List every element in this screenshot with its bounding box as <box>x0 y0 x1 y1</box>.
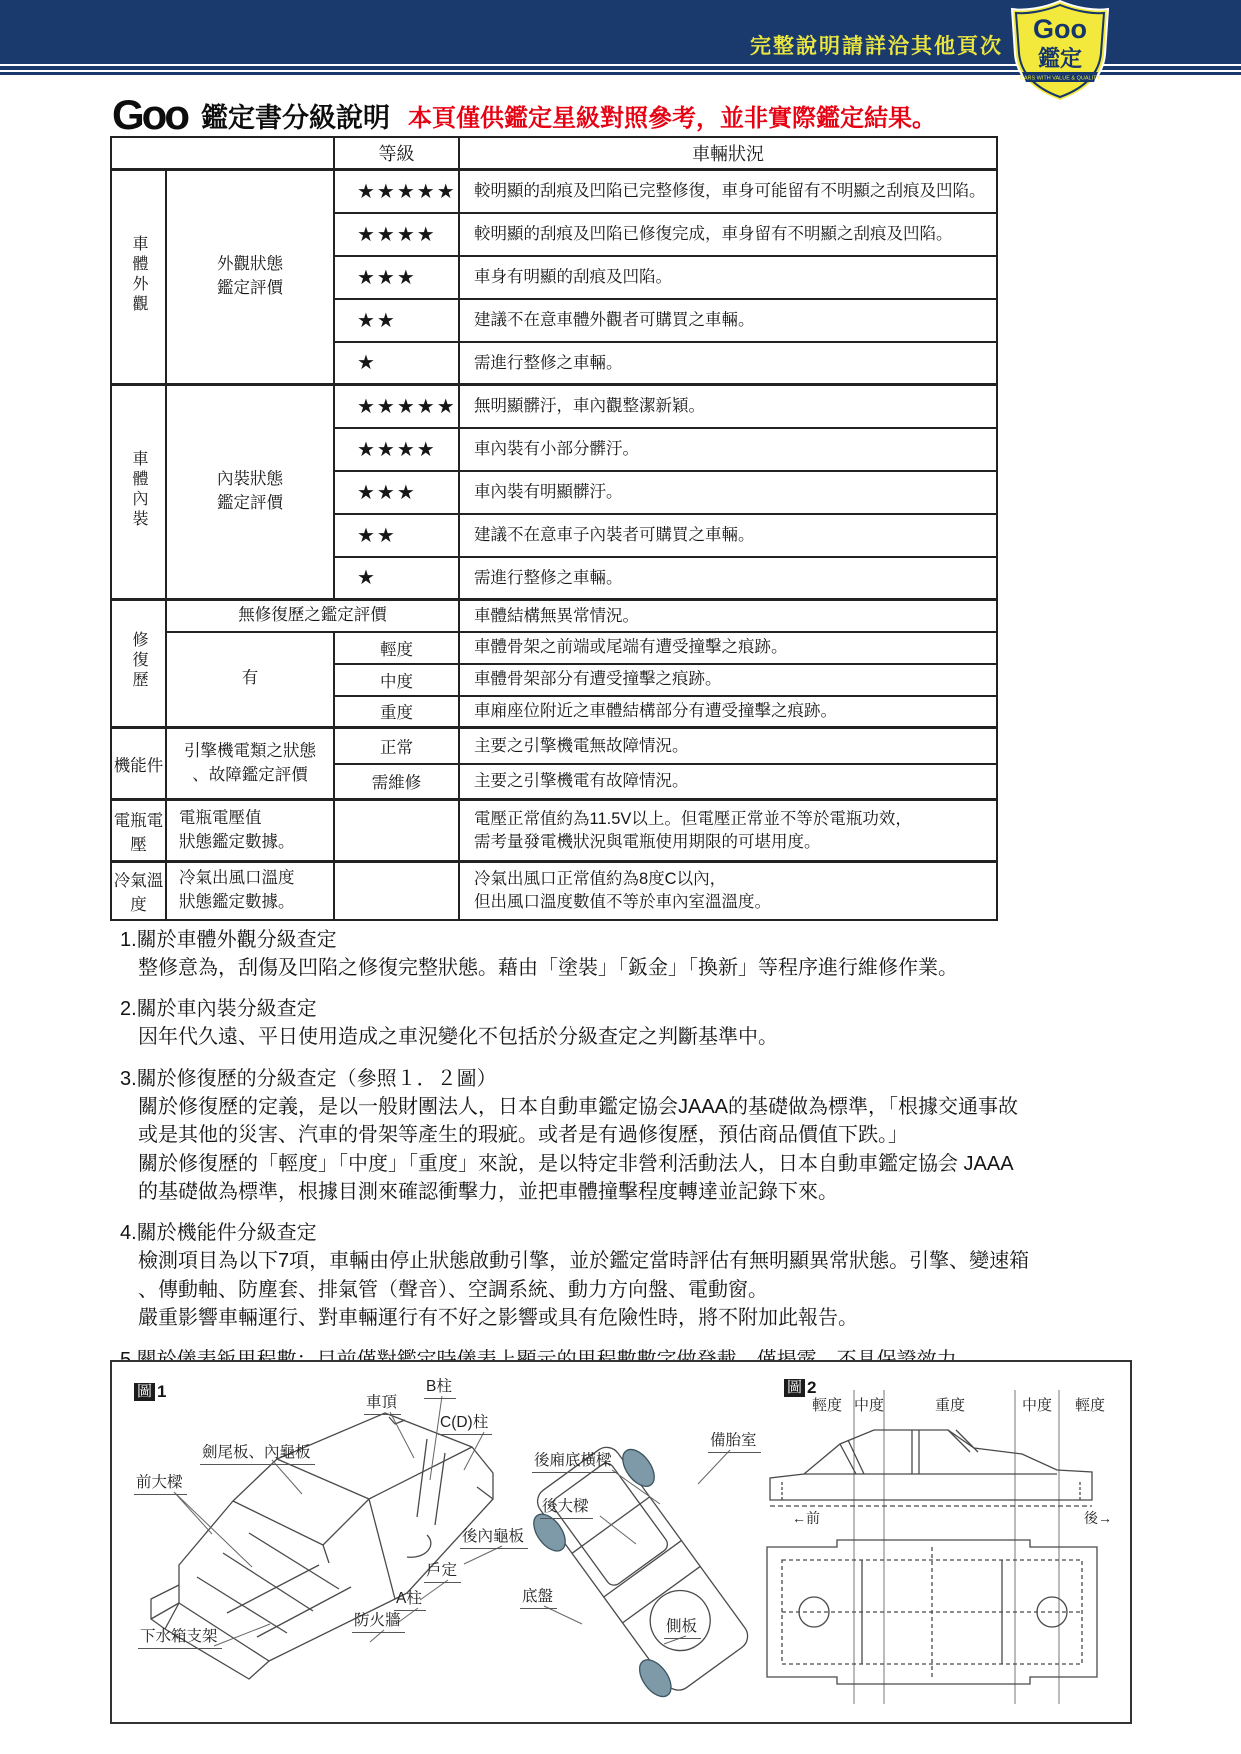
grade-desc: 電壓正常值約為11.5V以上。但電壓正常並不等於電瓶功效， 需考量發電機狀況與電瓶使用期限的可堪用度。 <box>459 800 997 862</box>
part-label-rear-beam: 後大樑 <box>540 1494 593 1519</box>
warning-text: 本頁僅供鑑定星級對照參考，並非實際鑑定結果。 <box>407 104 936 132</box>
mechanical-sublabel: 引擎機電類之狀態 、故障鑑定評價 <box>166 728 334 800</box>
grade-desc: 車廂座位附近之車體結構部分有遭受撞擊之痕跡。 <box>459 696 997 728</box>
grade-desc: 車體骨架部分有遭受撞擊之痕跡。 <box>459 664 997 696</box>
exterior-sublabel: 外觀狀態 鑑定評價 <box>166 170 334 385</box>
note-title: 2.關於車內裝分級查定 <box>120 998 317 1021</box>
note-body: 檢測項目為以下7項，車輛由停止狀態啟動引擎，並於鑑定當時評估有無明顯異常狀態。引擎、變速箱 、傳動軸、防塵套、排氣管（聲音）、空調系統、動力方向盤、電動窗。 嚴重影響車輛運行、對車輛運行有不好之影響或具有危險性時，將不附加此報告。 <box>138 1250 1030 1330</box>
part-label-chassis: 底盤 <box>520 1584 557 1609</box>
grade-desc: 需進行整修之車輛。 <box>459 557 997 600</box>
figure-box <box>110 1360 1132 1724</box>
part-label-front-beam: 前大樑 <box>134 1470 187 1495</box>
goo-logo-text: Goo <box>112 91 187 138</box>
ac-grade-empty <box>334 862 459 920</box>
table-header-row <box>111 137 997 170</box>
figure-tag-number: 2 <box>807 1378 817 1397</box>
page-header <box>112 91 936 138</box>
interior-sublabel: 內裝狀態 鑑定評價 <box>166 385 334 600</box>
page-title: 鑑定書分級說明 <box>200 102 390 133</box>
note-1 <box>120 926 1130 982</box>
grade-stars: ★ <box>334 557 459 600</box>
grade-stars: ★ <box>334 342 459 385</box>
grade-table <box>110 136 998 921</box>
table-row <box>111 600 997 632</box>
part-label-spare-tire-well: 備胎室 <box>708 1428 761 1453</box>
note-body: 關於修復歷的定義，是以一般財團法人，日本自動車鑑定協会JAAA的基礎做為標準，「根據交通事故 或是其他的災害、汽車的骨架等產生的瑕疵。或者是有過修復歷，預估商品價值下跌。」 關於修復歷的「輕度」「中度」「重度」來說，是以特定非營利活動法人，日本自動車鑑定協会 JAAA 的基礎做為標準，根據目測來確認衝擊力，並把車體撞擊程度轉達並記錄下來。 <box>138 1095 1019 1203</box>
grade-level: 正常 <box>334 728 459 764</box>
category-repair-history: 修復歷 <box>111 600 166 728</box>
header-empty-cell <box>111 137 334 170</box>
grade-desc: 車體骨架之前端或尾端有遭受撞擊之痕跡。 <box>459 632 997 664</box>
banner-note: 完整說明請詳洽其他頁次 <box>750 35 1003 58</box>
zone-label-severe: 重度 <box>934 1397 966 1414</box>
grade-level: 中度 <box>334 664 459 696</box>
grade-level: 輕度 <box>334 632 459 664</box>
grade-desc: 較明顯的刮痕及凹陷已修復完成，車身留有不明顯之刮痕及凹陷。 <box>459 213 997 256</box>
grade-stars: ★★ <box>334 514 459 557</box>
repair-none-label: 無修復歷之鑑定評價 <box>166 600 459 632</box>
table-row <box>111 728 997 764</box>
table-row <box>111 632 997 664</box>
grade-stars: ★★★★ <box>334 213 459 256</box>
category-ac: 冷氣溫度 <box>111 862 166 920</box>
goo-kantei-badge-logo <box>1008 0 1112 102</box>
battery-sublabel: 電瓶電壓值 狀態鑑定數據。 <box>166 800 334 862</box>
part-label-sill: 戶定 <box>424 1558 461 1583</box>
category-battery: 電瓶電壓 <box>111 800 166 862</box>
part-label-roof: 車頂 <box>364 1390 401 1415</box>
grade-stars: ★★★★★ <box>334 170 459 213</box>
rear-direction-arrow: 後→ <box>1084 1510 1112 1526</box>
grade-desc: 建議不在意車體外觀者可購買之車輛。 <box>459 299 997 342</box>
svg-text:CARS WITH VALUE & QUALITY: CARS WITH VALUE & QUALITY <box>1019 75 1101 82</box>
figure-tag-square: 圖 <box>784 1379 805 1398</box>
grade-desc: 冷氣出風口正常值約為8度C以內， 但出風口溫度數值不等於車內室溫溫度。 <box>459 862 997 920</box>
ac-sublabel: 冷氣出風口溫度 狀態鑑定數據。 <box>166 862 334 920</box>
category-mechanical: 機能件 <box>111 728 166 800</box>
zone-label-medium-rear: 中度 <box>1021 1397 1053 1414</box>
grade-desc: 主要之引擎機電無故障情況。 <box>459 728 997 764</box>
header-condition: 車輛狀況 <box>459 137 997 170</box>
grade-desc: 車身有明顯的刮痕及凹陷。 <box>459 256 997 299</box>
category-exterior: 車體外觀 <box>111 170 166 385</box>
zone-label-medium-front: 中度 <box>853 1397 885 1414</box>
header-grade: 等級 <box>334 137 459 170</box>
part-label-radiator-support: 下水箱支架 <box>138 1624 222 1649</box>
grade-stars: ★★★★ <box>334 428 459 471</box>
grade-desc: 車體結構無異常情況。 <box>459 600 997 632</box>
part-label-b-pillar: B柱 <box>424 1374 456 1399</box>
grade-desc: 車內裝有明顯髒汙。 <box>459 471 997 514</box>
grade-stars: ★★ <box>334 299 459 342</box>
table-row <box>111 385 997 428</box>
table-row <box>111 800 997 862</box>
battery-grade-empty <box>334 800 459 862</box>
grade-desc: 主要之引擎機電有故障情況。 <box>459 764 997 800</box>
figure-tag-number: 1 <box>157 1382 167 1401</box>
note-title: 1.關於車體外觀分級查定 <box>120 929 337 951</box>
note-body: 整修意為，刮傷及凹陷之修復完整狀態。藉由「塗裝」「鈑金」「換新」等程序進行維修作業。 <box>138 957 958 979</box>
table-row <box>111 862 997 920</box>
grade-level: 重度 <box>334 696 459 728</box>
fig2-severity-zones-drawing <box>752 1382 1122 1712</box>
note-body: 因年代久遠、平日使用造成之車況變化不包括於分級查定之判斷基準中。 <box>138 1026 778 1049</box>
zone-label-light-rear: 輕度 <box>1074 1397 1106 1414</box>
part-label-a-pillar: A柱 <box>394 1586 426 1611</box>
note-title: 3.關於修復歷的分級查定（參照１．２圖） <box>120 1067 497 1090</box>
note-4 <box>120 1219 1130 1332</box>
note-2 <box>120 995 1130 1051</box>
figure-tag-square: 圖 <box>134 1383 155 1402</box>
part-label-firewall: 防火牆 <box>352 1608 405 1633</box>
zone-label-light-front: 輕度 <box>811 1397 843 1414</box>
note-title: 4.關於機能件分級查定 <box>120 1222 317 1245</box>
front-direction-arrow: ←前 <box>792 1510 820 1526</box>
table-row <box>111 170 997 213</box>
part-label-tail-panel: 劍尾板、內龜板 <box>200 1440 315 1465</box>
category-interior: 車體內裝 <box>111 385 166 600</box>
grade-stars: ★★★ <box>334 471 459 514</box>
part-label-side-panel: 側板 <box>664 1614 701 1639</box>
grade-stars: ★★★★★ <box>334 385 459 428</box>
note-3 <box>120 1065 1130 1207</box>
grade-desc: 建議不在意車子內裝者可購買之車輛。 <box>459 514 997 557</box>
part-label-rear-inner-fender: 後內龜板 <box>460 1524 528 1549</box>
part-label-rear-cross-member: 後廂底橫樑 <box>532 1448 616 1473</box>
grade-desc: 車內裝有小部分髒汙。 <box>459 428 997 471</box>
grade-stars: ★★★ <box>334 256 459 299</box>
notes-section <box>120 926 1130 1387</box>
grade-desc: 需進行整修之車輛。 <box>459 342 997 385</box>
grade-desc: 較明顯的刮痕及凹陷已完整修復，車身可能留有不明顯之刮痕及凹陷。 <box>459 170 997 213</box>
svg-text:鑑定: 鑑定 <box>1037 46 1083 71</box>
grade-desc: 無明顯髒汙，車內觀整潔新穎。 <box>459 385 997 428</box>
repair-has-label: 有 <box>166 632 334 728</box>
grade-level: 需維修 <box>334 764 459 800</box>
svg-text:Goo: Goo <box>1033 14 1087 44</box>
part-label-cd-pillar: C(D)柱 <box>438 1410 492 1435</box>
